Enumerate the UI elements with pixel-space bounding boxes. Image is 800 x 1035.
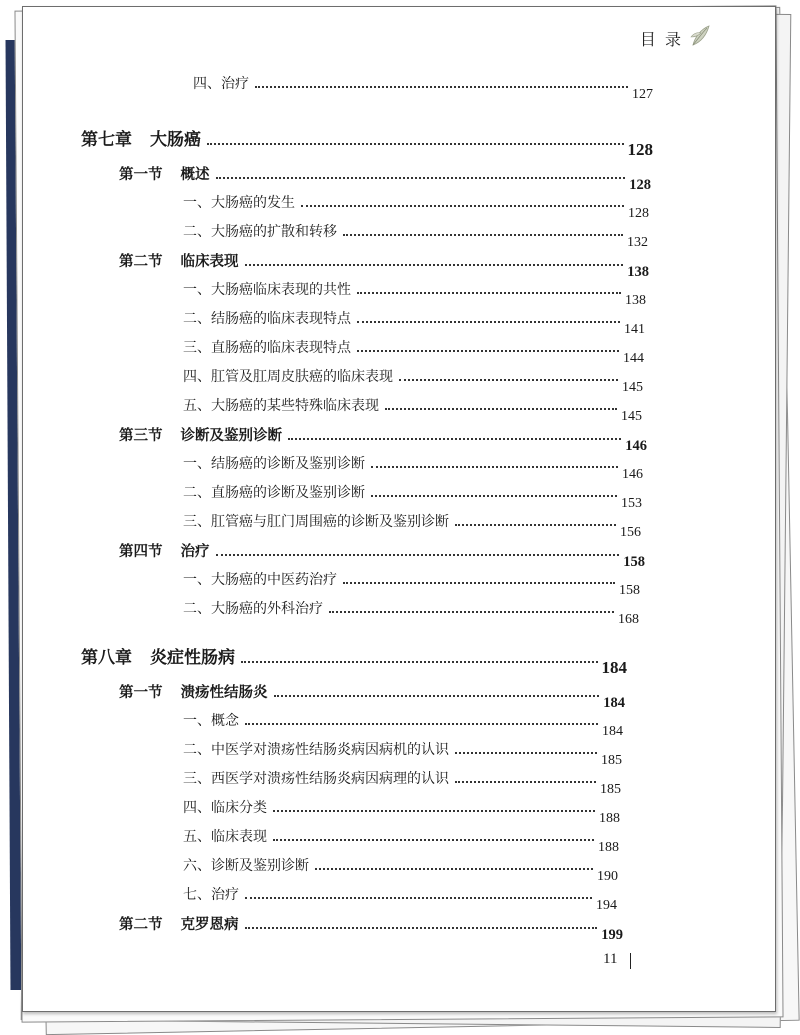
toc-entry[interactable] [183, 308, 645, 337]
section-title: 治疗 [180, 543, 210, 560]
toc-entry-label [183, 453, 365, 473]
section-entry-label [119, 681, 268, 702]
toc-entry-text: 四、治疗 [193, 76, 249, 92]
section-entry[interactable] [119, 681, 625, 711]
toc-entry-text: 一、概念 [183, 713, 239, 729]
toc-entry[interactable] [183, 768, 621, 797]
chapter-number: 第七章 [81, 130, 132, 150]
toc-entry[interactable] [183, 739, 622, 768]
section-entry[interactable] [119, 163, 651, 193]
dot-leader [371, 466, 618, 468]
dot-leader [207, 143, 624, 145]
dot-leader [245, 897, 592, 899]
section-entry[interactable] [119, 540, 645, 570]
toc-entry-label [183, 768, 449, 788]
toc-entry-page-number: 158 [619, 583, 640, 598]
section-number: 第二节 [119, 916, 163, 933]
toc-entry-label [183, 366, 393, 386]
dot-leader [357, 292, 621, 294]
toc-entry-text: 一、大肠癌的发生 [183, 195, 295, 211]
toc-entry-page-number: 145 [621, 409, 642, 424]
dot-leader [329, 611, 614, 613]
page-number-rule [630, 953, 631, 969]
section-number: 第二节 [119, 253, 163, 270]
toc-entry-page-number: 156 [620, 525, 641, 540]
toc-entry-label [183, 739, 449, 759]
toc-entry[interactable] [193, 73, 653, 102]
toc-entry[interactable] [183, 797, 620, 826]
toc-entry-page-number: 188 [598, 840, 619, 855]
toc-entry-page-number: 145 [622, 380, 643, 395]
toc-entry-label [183, 826, 267, 846]
toc-entry-page-number: 194 [596, 898, 617, 913]
toc-entry-text: 三、直肠癌的临床表现特点 [183, 340, 351, 356]
section-entry[interactable] [119, 913, 623, 943]
section-entry[interactable] [119, 250, 649, 280]
toc-entry-label [183, 797, 267, 817]
section-entry-label [119, 163, 210, 184]
toc-entry-text: 二、结肠癌的临床表现特点 [183, 311, 351, 327]
toc-entry-page-number: 185 [601, 753, 622, 768]
section-entry-label [119, 540, 210, 561]
toc-entry-page-number: 153 [621, 496, 642, 511]
dot-leader [245, 723, 598, 725]
toc-entry-label [183, 710, 239, 730]
section-title: 溃疡性结肠炎 [180, 684, 268, 701]
chapter-entry-page-number: 184 [601, 658, 627, 677]
dot-leader [315, 868, 593, 870]
toc-entry-page-number: 146 [622, 467, 643, 482]
chapter-entry-label [81, 125, 201, 150]
toc-entry-label [193, 73, 249, 93]
chapter-entry[interactable] [81, 125, 653, 159]
section-title: 克罗恩病 [180, 916, 239, 933]
chapter-title: 炎症性肠病 [150, 648, 235, 668]
toc-entry-label [183, 598, 323, 618]
chapter-entry[interactable] [81, 643, 627, 677]
toc-entry-page-number: 188 [599, 811, 620, 826]
toc-entry-text: 二、大肠癌的扩散和转移 [183, 224, 337, 240]
section-entry-page-number: 184 [603, 695, 625, 711]
toc-entry-page-number: 138 [625, 293, 646, 308]
toc-entry-label [183, 337, 351, 357]
toc-entry-page-number: 127 [632, 87, 653, 102]
section-entry-page-number: 128 [629, 177, 651, 193]
toc-entry[interactable] [183, 221, 648, 250]
toc-entry-label [183, 308, 351, 328]
chapter-title: 大肠癌 [150, 130, 201, 150]
dot-leader [357, 321, 620, 323]
dot-leader [274, 695, 600, 697]
section-entry-label [119, 913, 239, 934]
toc-entry[interactable] [183, 710, 623, 739]
toc-entry[interactable] [183, 569, 640, 598]
toc-entry-page-number: 185 [600, 782, 621, 797]
chapter-entry-page-number: 128 [627, 140, 653, 159]
toc-entry-label [183, 192, 295, 212]
toc-entry-text: 四、肛管及肛周皮肤癌的临床表现 [183, 369, 393, 385]
toc-entry-text: 三、肛管癌与肛门周围癌的诊断及鉴别诊断 [183, 514, 449, 530]
toc-entry-text: 二、直肠癌的诊断及鉴别诊断 [183, 485, 365, 501]
running-title: 目 录 [639, 30, 683, 49]
section-entry-page-number: 146 [625, 438, 647, 454]
dot-leader [288, 438, 621, 440]
section-entry-page-number: 158 [623, 554, 645, 570]
toc-entry[interactable] [183, 192, 649, 221]
toc-entry-text: 四、临床分类 [183, 800, 267, 816]
toc-entry[interactable] [183, 279, 646, 308]
toc-entry[interactable] [183, 453, 643, 482]
toc-entry[interactable] [183, 826, 619, 855]
toc-entry-text: 二、大肠癌的外科治疗 [183, 601, 323, 617]
dot-leader [357, 350, 619, 352]
toc-entry[interactable] [183, 511, 641, 540]
toc-entry-page-number: 128 [628, 206, 649, 221]
dot-leader [371, 495, 617, 497]
toc-entry[interactable] [183, 337, 644, 366]
section-number: 第四节 [119, 543, 163, 560]
toc-entry-text: 三、西医学对溃疡性结肠炎病因病理的认识 [183, 771, 449, 787]
toc-entry-label [183, 482, 365, 502]
toc-entry-text: 一、大肠癌临床表现的共性 [183, 282, 351, 298]
dot-leader [343, 234, 623, 236]
dot-leader [301, 205, 624, 207]
toc-entry-label [183, 855, 309, 875]
toc-page [22, 6, 776, 1012]
toc-entry-text: 二、中医学对溃疡性结肠炎病因病机的认识 [183, 742, 449, 758]
dot-leader [273, 810, 595, 812]
dot-leader [455, 781, 596, 783]
toc-entry-text: 七、治疗 [183, 887, 239, 903]
toc-entry-page-number: 168 [618, 612, 639, 627]
toc-entry-text: 五、大肠癌的某些特殊临床表现 [183, 398, 379, 414]
section-number: 第一节 [119, 684, 163, 701]
toc-entry-page-number: 190 [597, 869, 618, 884]
toc-entry-label [183, 395, 379, 415]
dot-leader [216, 554, 620, 556]
dot-leader [241, 661, 598, 663]
dot-leader [399, 379, 618, 381]
toc-entry-text: 一、结肠癌的诊断及鉴别诊断 [183, 456, 365, 472]
toc-entry-label [183, 221, 337, 241]
toc-entry[interactable] [183, 884, 617, 913]
section-title: 临床表现 [180, 253, 239, 270]
section-entry-label [119, 250, 239, 271]
section-entry[interactable] [119, 424, 647, 454]
section-entry-page-number: 138 [627, 264, 649, 280]
dot-leader [245, 927, 598, 929]
toc-entry[interactable] [183, 598, 639, 627]
toc-entry-page-number: 141 [624, 322, 645, 337]
section-number: 第一节 [119, 166, 163, 183]
dot-leader [273, 839, 594, 841]
toc-entry-page-number: 144 [623, 351, 644, 366]
toc-entry-page-number: 132 [627, 235, 648, 250]
chapter-number: 第八章 [81, 648, 132, 668]
toc-entry-text: 五、临床表现 [183, 829, 267, 845]
dot-leader [455, 752, 597, 754]
dot-leader [385, 408, 617, 410]
toc-entry-label [183, 279, 351, 299]
section-entry-page-number: 199 [601, 927, 623, 943]
toc-entry[interactable] [183, 366, 643, 395]
toc-entry-label [183, 569, 337, 589]
toc-entry-text: 一、大肠癌的中医药治疗 [183, 572, 337, 588]
section-title: 诊断及鉴别诊断 [180, 427, 282, 444]
table-of-contents [23, 7, 775, 1011]
section-title: 概述 [180, 166, 210, 183]
chapter-entry-label [81, 643, 235, 668]
toc-entry-label [183, 884, 239, 904]
toc-entry-text: 六、诊断及鉴别诊断 [183, 858, 309, 874]
toc-entry[interactable] [183, 855, 618, 884]
toc-entry[interactable] [183, 482, 642, 511]
toc-entry-label [183, 511, 449, 531]
dot-leader [216, 177, 626, 179]
toc-entry-page-number: 184 [602, 724, 623, 739]
dot-leader [455, 524, 616, 526]
page-number: 11 [603, 951, 618, 967]
dot-leader [343, 582, 615, 584]
section-number: 第三节 [119, 427, 163, 444]
section-entry-label [119, 424, 282, 445]
toc-entry[interactable] [183, 395, 642, 424]
dot-leader [245, 264, 624, 266]
dot-leader [255, 86, 628, 88]
